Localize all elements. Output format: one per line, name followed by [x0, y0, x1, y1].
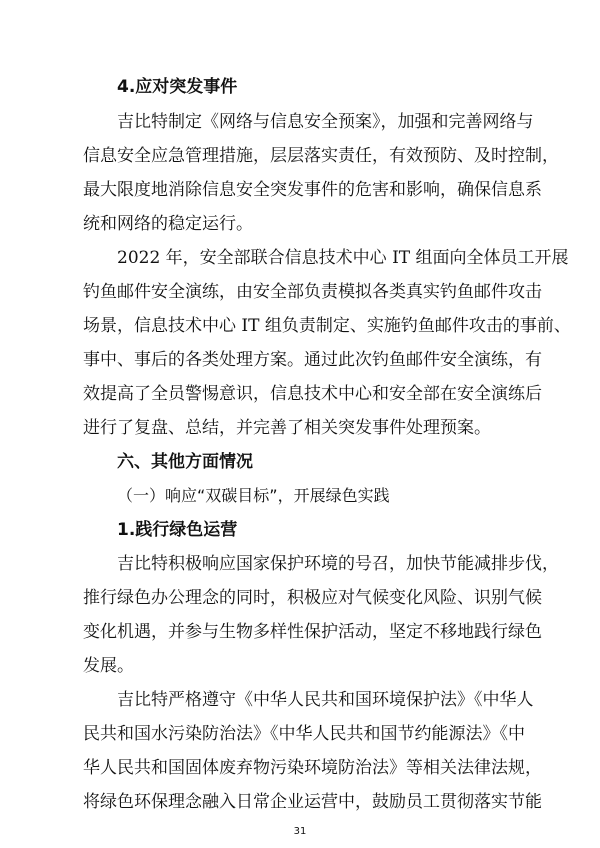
heading-green-operations: 1.践行绿色运营 [117, 520, 238, 540]
paragraph-line: 吉比特积极响应国家保护环境的号召，加快节能减排步伐， [117, 554, 559, 574]
page-number: 31 [293, 826, 307, 837]
paragraph-line: 事中、事后的各类处理方案。通过此次钓鱼邮件安全演练，有 [83, 350, 542, 370]
paragraph-line: 华人民共和国固体废弃物污染环境防治法》等相关法律法规， [83, 758, 542, 778]
paragraph-line: 钓鱼邮件安全演练，由安全部负责模拟各类真实钓鱼邮件攻击 [83, 282, 542, 302]
paragraph-line: 最大限度地消除信息安全突发事件的危害和影响，确保信息系 [83, 180, 542, 200]
paragraph-line: 统和网络的稳定运行。 [83, 214, 253, 234]
paragraph-line: 吉比特严格遵守《中华人民共和国环境保护法》《中华人 [117, 690, 534, 710]
paragraph-line: 场景，信息技术中心 IT 组负责制定、实施钓鱼邮件攻击的事前、 [83, 316, 571, 336]
subsection-heading-carbon: （一）响应“双碳目标”，开展绿色实践 [117, 486, 390, 505]
paragraph-line: 效提高了全员警惕意识，信息技术中心和安全部在安全演练后 [83, 384, 542, 404]
heading-emergency-response: 4.应对突发事件 [117, 77, 238, 97]
paragraph-line: 进行了复盘、总结，并完善了相关突发事件处理预案。 [83, 418, 491, 438]
paragraph-line: 将绿色环保理念融入日常企业运营中，鼓励员工贯彻落实节能 [83, 792, 542, 812]
paragraph-line: 推行绿色办公理念的同时，积极应对气候变化风险、识别气候 [83, 588, 542, 608]
paragraph-line: 2022 年，安全部联合信息技术中心 IT 组面向全体员工开展 [117, 248, 569, 268]
paragraph-line: 吉比特制定《网络与信息安全预案》，加强和完善网络与 [117, 112, 534, 132]
paragraph-line: 信息安全应急管理措施，层层落实责任，有效预防、及时控制， [83, 146, 559, 166]
paragraph-line: 变化机遇，并参与生物多样性保护活动，坚定不移地践行绿色 [83, 622, 542, 642]
paragraph-line: 民共和国水污染防治法》《中华人民共和国节约能源法》《中 [83, 724, 525, 744]
section-heading-other: 六、其他方面情况 [117, 452, 253, 472]
paragraph-line: 发展。 [83, 656, 134, 676]
